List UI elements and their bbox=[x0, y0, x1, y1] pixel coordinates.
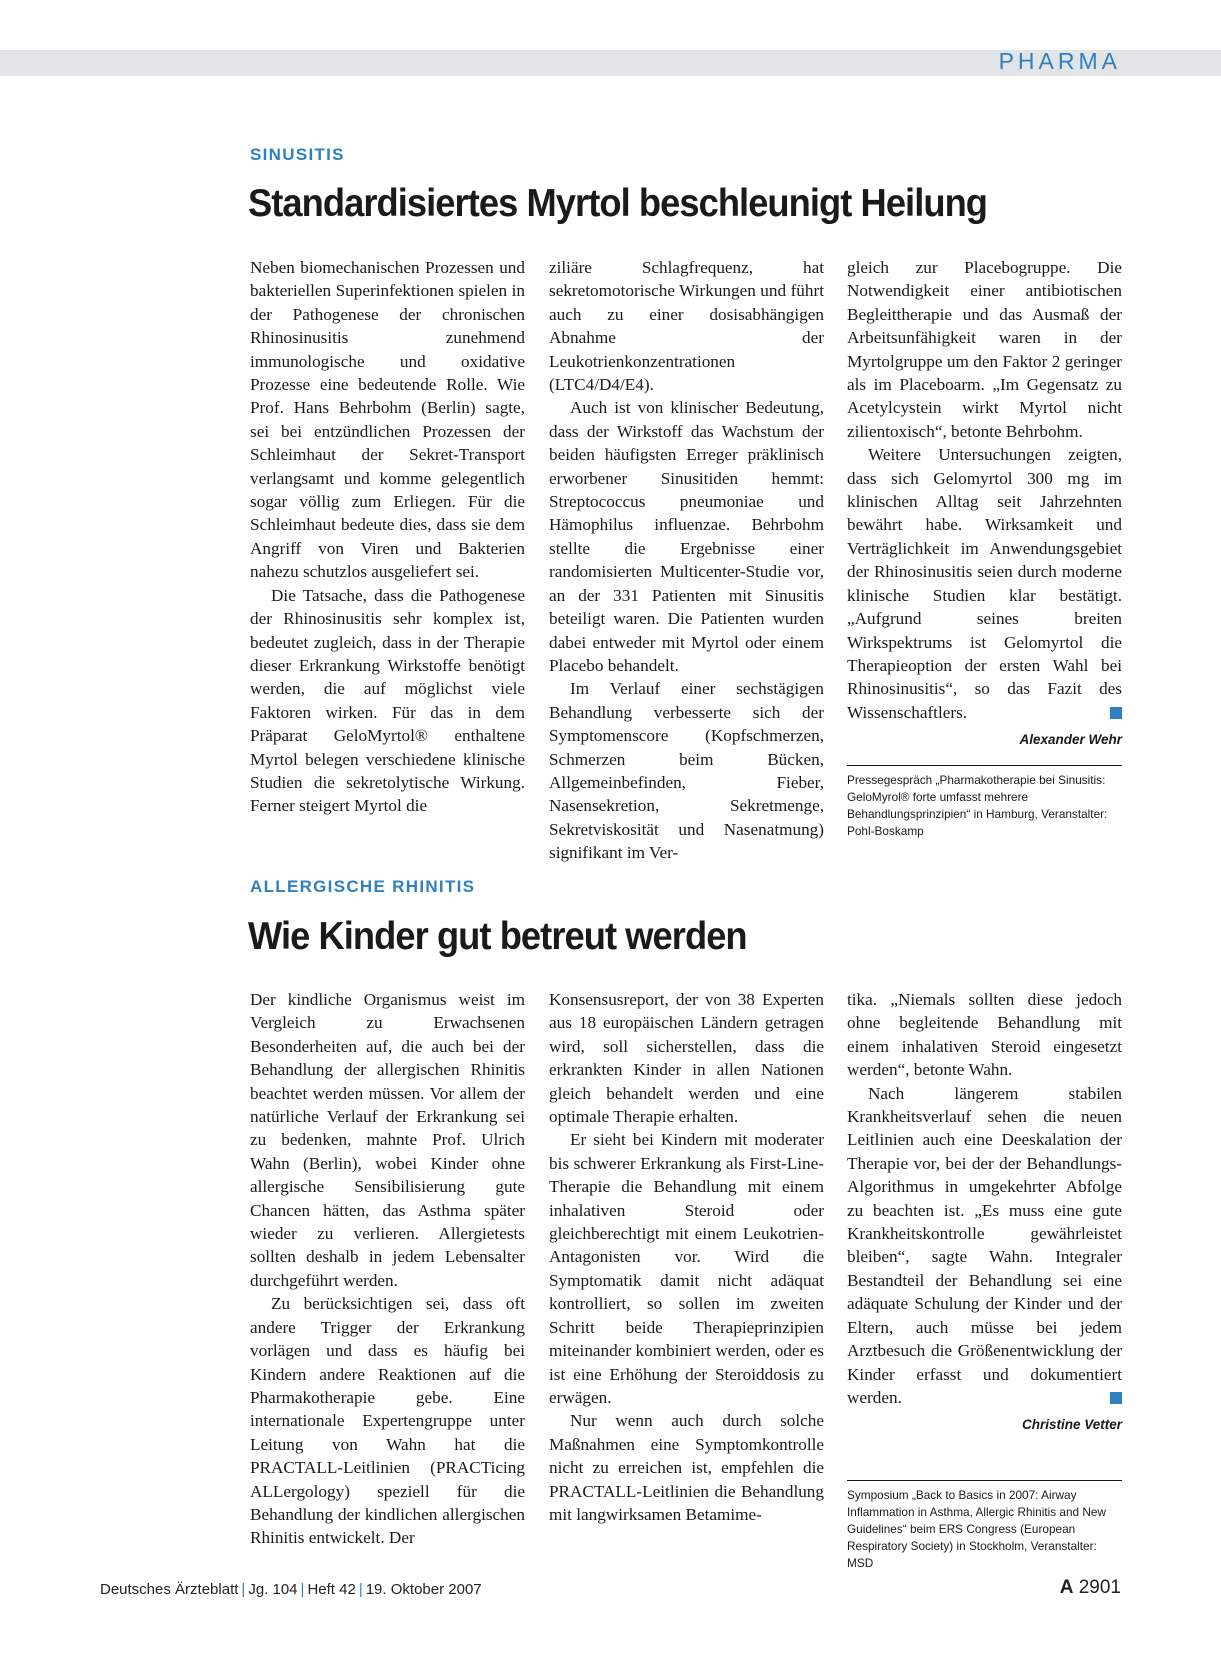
paragraph: Nur wenn auch durch solche Maßnahmen eine Symptomkontrolle nicht zu erreichen ist, empfehlen die PRACTALL-Leitlinien die Behandlung mit langwirksamen Betamime- bbox=[549, 1411, 824, 1524]
section-label: PHARMA bbox=[998, 48, 1121, 74]
separator: | bbox=[241, 1581, 246, 1598]
paragraph: Zu berücksichtigen sei, dass oft andere Trigger der Erkrankung vorlägen und dass es häufig bei Kindern andere Reaktionen auf die Pharmakotherapie gebe. Eine internationale Expertengruppe unter Leitung von Wahn hat die PRACTALL-Leitlinien (PRACTicing ALLergology) speziell für die Behandlung der kindlichen allergischen Rhinitis entwickelt. Der bbox=[250, 1294, 525, 1548]
journal-name: Deutsches Ärzteblatt bbox=[100, 1581, 239, 1598]
end-square-icon bbox=[1110, 707, 1122, 719]
article-column-1 bbox=[250, 256, 525, 818]
article-column-1 bbox=[250, 988, 525, 1550]
source-note: Symposium „Back to Basics in 2007: Airway Inflammation in Asthma, Allergic Rhinitis and New Guidelines“ beim ERS Congress (European Respiratory Society) in Stockholm, Veranstalter: MSD bbox=[847, 1480, 1122, 1572]
paragraph: Im Verlauf einer sechstägigen Behandlung verbesserte sich der Symptomenscore (Kopfschmerzen, Schmerzen beim Bücken, Allgemeinbefinden, Fieber, Nasensekretion, Sekretmenge, Sekretviskosität und Nasenatmung) signifikant im Ver- bbox=[549, 679, 824, 863]
article-title: Wie Kinder gut betreut werden bbox=[248, 915, 747, 958]
article-title: Standardisiertes Myrtol beschleunigt Heilung bbox=[248, 182, 988, 225]
issue: Heft 42 bbox=[307, 1581, 356, 1598]
page-number bbox=[1060, 1577, 1121, 1599]
paragraph-last bbox=[847, 443, 1122, 724]
paragraph-text: Weitere Untersuchungen zeigten, dass sich Gelomyrtol 300 mg im klinischen Alltag seit Jahrzehnten bewährt habe. Wirksamkeit und Verträglichkeit im Anwendungsgebiet der Rhinosinusitis seien durch moderne klinische Studien klar bestätigt. „Aufgrund seines breiten Wirkspektrums ist Gelomyrtol die Therapieoption der ersten Wahl bei Rhinosinusitis“, so das Fazit des Wissenschaftlers. bbox=[847, 445, 1122, 722]
article-column-2 bbox=[549, 256, 824, 865]
paragraph: Konsensusreport, der von 38 Experten aus 18 europäischen Ländern getragen wird, soll sicherstellen, dass die erkrankten Kinder in allen Nationen gleich behandelt werden und eine optimale Therapie erhalten. bbox=[549, 990, 824, 1127]
paragraph: Neben biomechanischen Prozessen und bakteriellen Superinfektionen spielen in der Pathogenese der chronischen Rhinosinusitis zunehmend immunologische und oxidative Prozesse eine bedeutende Rolle. Wie Prof. Hans Behrbohm (Berlin) sagte, sei bei entzündlichen Prozessen der Schleimhaut der Sekret-Transport verlangsamt und komme gelegentlich sogar völlig zum Erliegen. Für die Schleimhaut bedeute dies, dass sie dem Angriff von Viren und Bakterien nahezu schutzlos ausgeliefert sei. bbox=[250, 258, 525, 582]
end-square-icon bbox=[1110, 1392, 1122, 1404]
paragraph: Auch ist von klinischer Bedeutung, dass der Wirkstoff das Wachstum der beiden häufigsten Erreger präklinisch erworbener Sinusitiden hemmt: Streptococcus pneumoniae und Hämophilus influenzae. Behrbohm stellte die Ergebnisse einer randomisierten Multicenter-Studie vor, an der 331 Patienten mit Sinusitis beteiligt waren. Die Patienten wurden dabei entweder mit Myrtol oder einem Placebo behandelt. bbox=[549, 398, 824, 675]
footer-citation bbox=[100, 1581, 482, 1598]
article-column-3 bbox=[847, 988, 1122, 1437]
separator: | bbox=[358, 1581, 363, 1598]
article-column-3 bbox=[847, 256, 1122, 752]
page-prefix: A bbox=[1059, 1577, 1074, 1598]
source-note: Pressegespräch „Pharmakotherapie bei Sinusitis: GeloMyrol® forte umfasst mehrere Behandlungsprinzipien“ in Hamburg, Veranstalter: Pohl-Boskamp bbox=[847, 765, 1122, 840]
paragraph-last bbox=[847, 1082, 1122, 1410]
paragraph: Die Tatsache, dass die Pathogenese der Rhinosinusitis sehr komplex ist, bedeutet zugleich, dass in der Therapie dieser Erkrankung Wirkstoffe benötigt werden, die auf möglichst viele Faktoren wirken. Für das in dem Präparat GeloMyrtol® enthaltene Myrtol belegen verschiedene klinische Studien die sekretolytische Wirkung. Ferner steigert Myrtol die bbox=[250, 585, 525, 816]
volume: Jg. 104 bbox=[248, 1581, 298, 1598]
page-number-value: 2901 bbox=[1078, 1577, 1121, 1598]
separator: | bbox=[300, 1581, 305, 1598]
paragraph: gleich zur Placebogruppe. Die Notwendigkeit einer antibiotischen Begleittherapie und das Ausmaß der Arbeitsunfähigkeit waren in der Myrtolgruppe um den Faktor 2 geringer als im Placeboarm. „Im Gegensatz zu Acetylcystein wirkt Myrtol nicht zilientoxisch“, betonte Behrbohm. bbox=[847, 258, 1122, 441]
paragraph: Der kindliche Organismus weist im Vergleich zu Erwachsenen Besonderheiten auf, die auch bei der Behandlung der allergischen Rhinitis beachtet werden müssen. Vor allem der natürliche Verlauf der Erkrankung sei zu bedenken, mahnte Prof. Ulrich Wahn (Berlin), wobei Kinder ohne allergische Sensibilisierung gute Chancen hätten, das Asthma später wieder zu verlieren. Allergietests sollten deshalb in jedem Lebensalter durchgeführt werden. bbox=[250, 990, 525, 1290]
paragraph: Er sieht bei Kindern mit moderater bis schwerer Erkrankung als First-Line-Therapie die Behandlung mit einem inhalativen Steroid oder gleichberechtigt mit einem Leukotrien-Antagonisten vor. Wird die Symptomatik damit nicht adäquat kontrolliert, so sollen im zweiten Schritt beide Therapieprinzipien miteinander kombiniert werden, oder es ist eine Erhöhung der Steroiddosis zu erwägen. bbox=[549, 1130, 824, 1407]
article-kicker: SINUSITIS bbox=[250, 145, 345, 164]
author-name: Alexander Wehr bbox=[1019, 732, 1122, 748]
paragraph-text: Nach längerem stabilen Krankheitsverlauf sehen die neuen Leitlinien auch eine Deeskalation der Therapie vor, bei der der Behandlungs-Algorithmus in umgekehrter Abfolge zu beachten ist. „Es muss eine gute Krankheitskontrolle gewährleistet bleiben“, sagte Wahn. Integraler Bestandteil der Behandlung sei eine adäquate Schulung der Kinder und der Eltern, auch müsse bei jedem Arztbesuch die Größenentwicklung der Kinder erfasst und dokumentiert werden. bbox=[847, 1083, 1122, 1407]
paragraph: ziliäre Schlagfrequenz, hat sekretomotorische Wirkungen und führt auch zu einer dosisabhängigen Abnahme der Leukotrienkonzentrationen (LTC4/D4/E4). bbox=[549, 258, 824, 395]
paragraph: tika. „Niemals sollten diese jedoch ohne begleitende Behandlung mit einem inhalativen Steroid eingesetzt werden“, betonte Wahn. bbox=[847, 990, 1122, 1080]
author-name: Christine Vetter bbox=[1021, 1417, 1122, 1433]
article-column-2 bbox=[549, 988, 824, 1526]
article-kicker: ALLERGISCHE RHINITIS bbox=[250, 877, 476, 896]
issue-date: 19. Oktober 2007 bbox=[365, 1581, 482, 1598]
